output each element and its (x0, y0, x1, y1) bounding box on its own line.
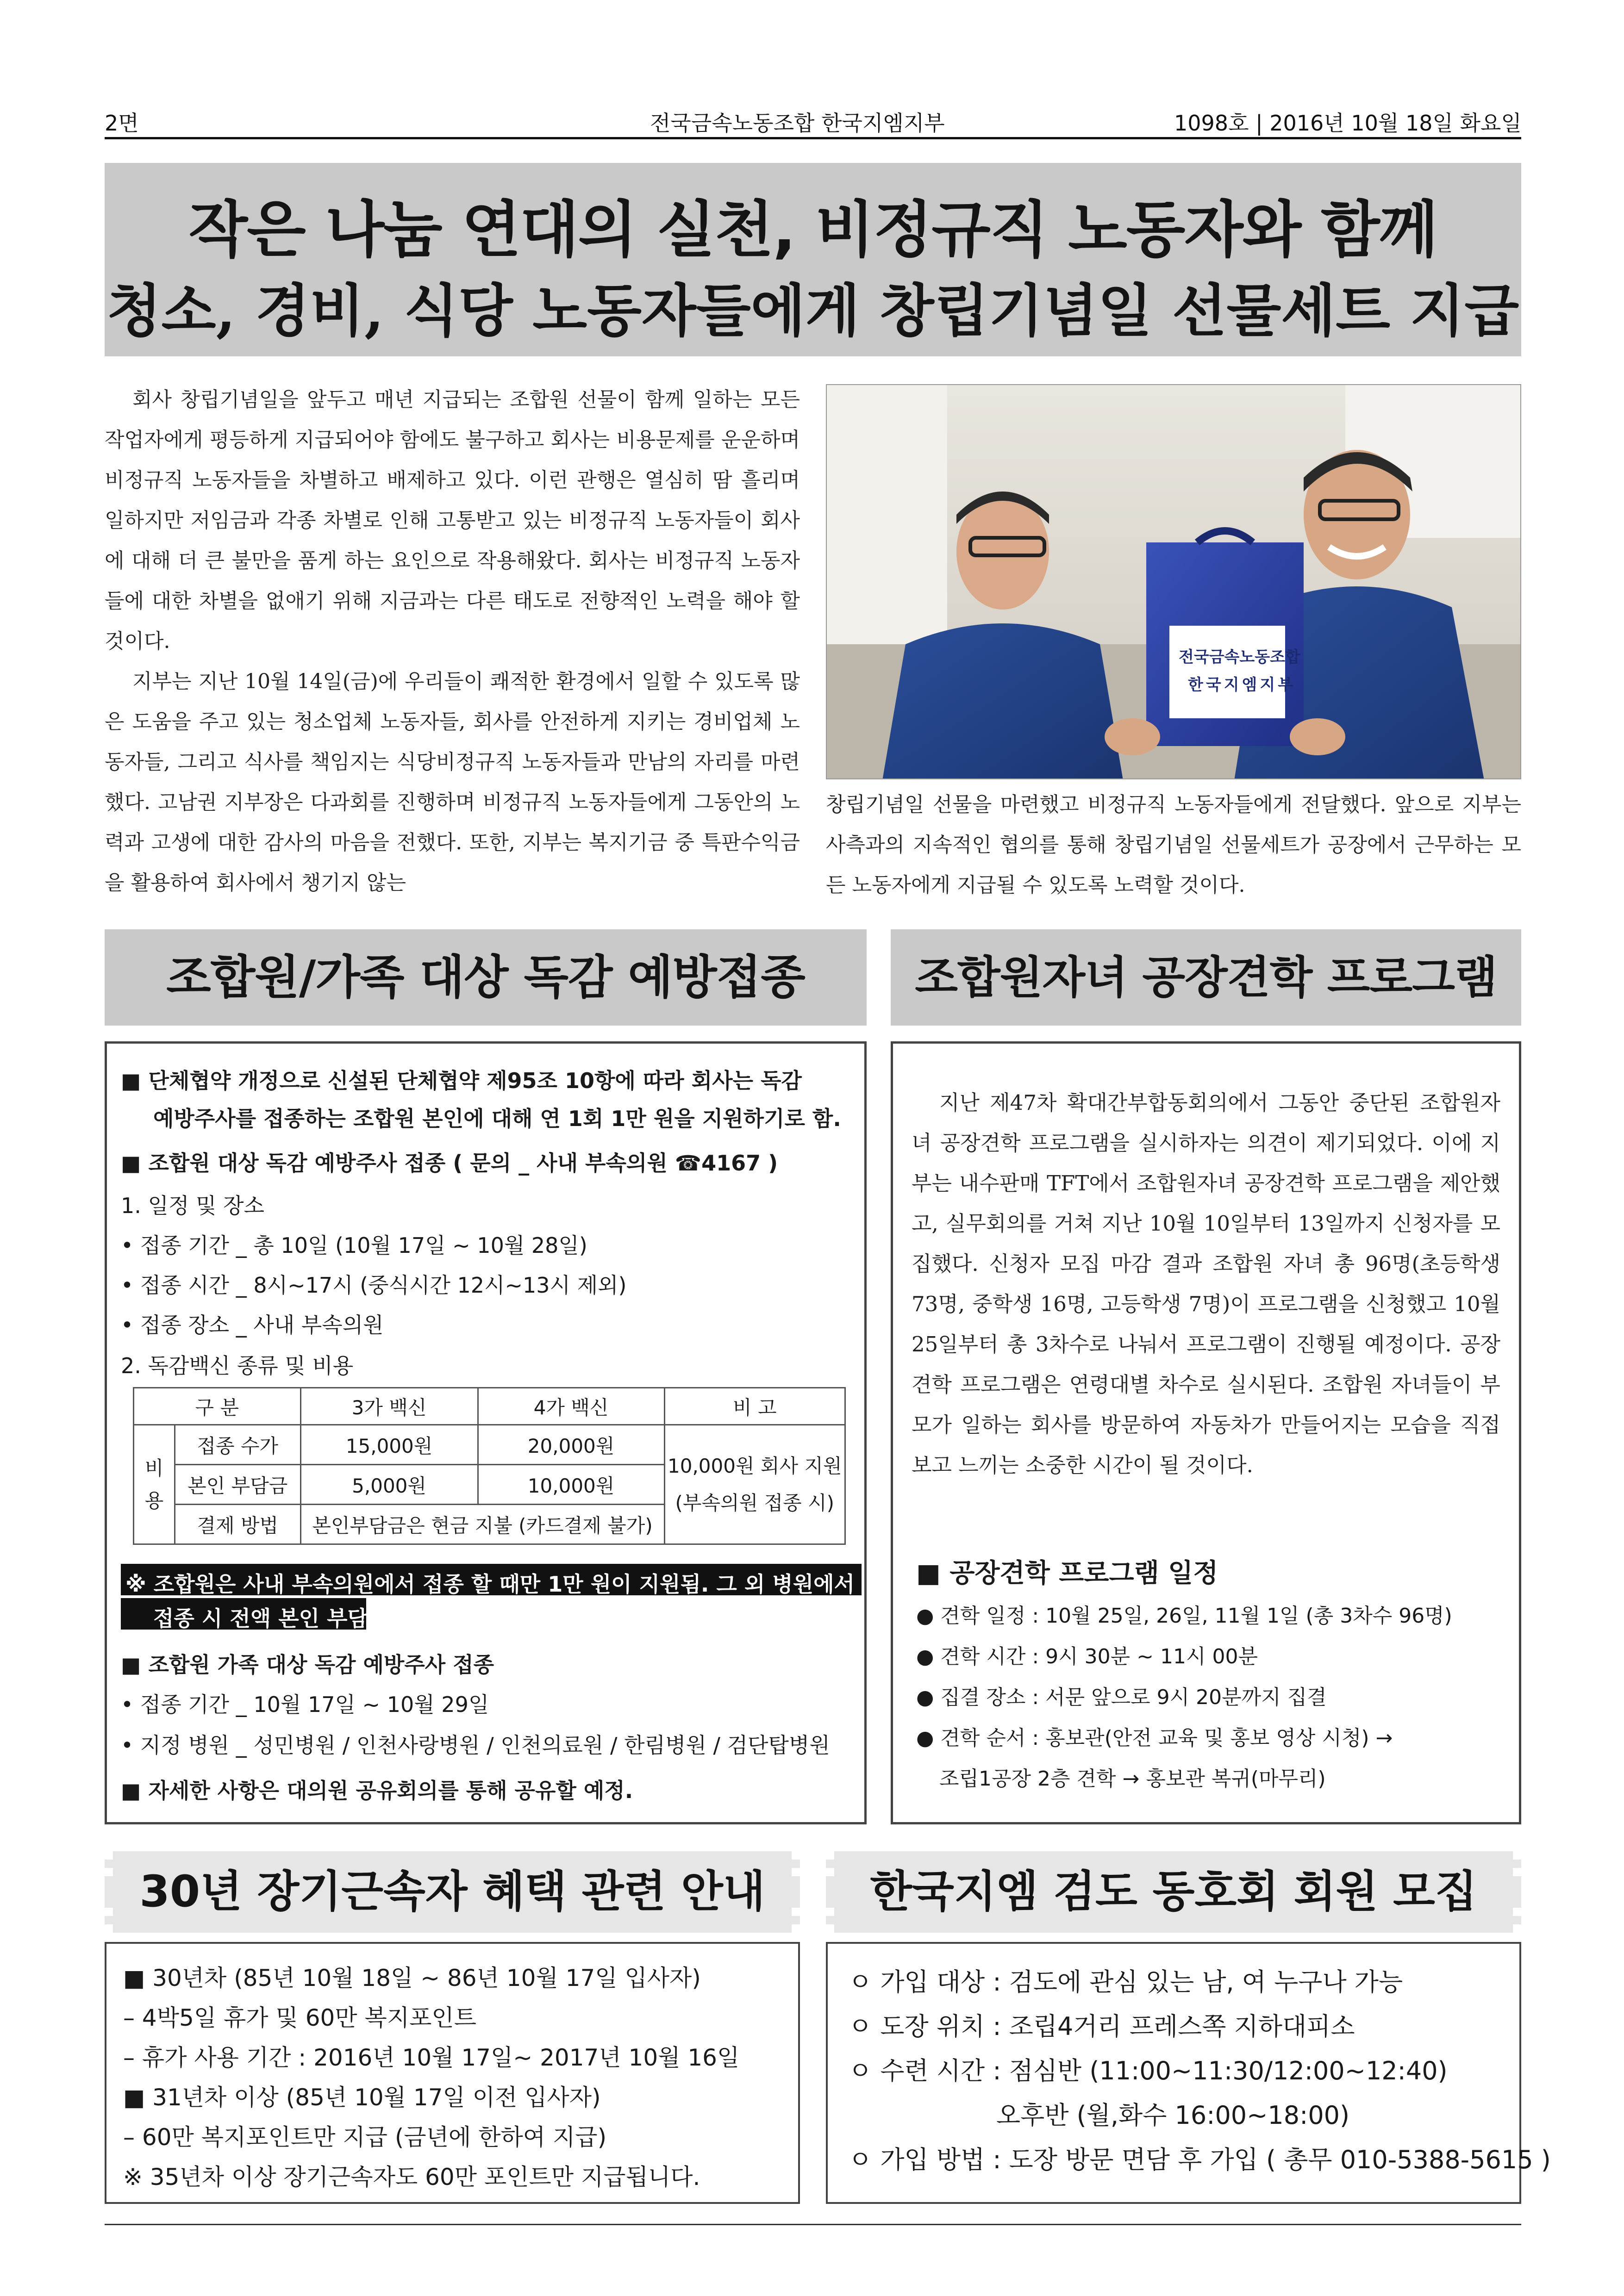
tour-article (912, 1083, 1500, 1545)
kendo-line: ㅇ 가입 방법 : 도장 방문 면담 후 가입 ( 총무 010-5388-5615 ) (848, 2145, 1551, 2174)
flu-time: • 접종 시간 _ 8시~17시 (중식시간 12시~13시 제외) (121, 1273, 627, 1298)
table-header-quadrivalent: 4가 백신 (478, 1388, 664, 1425)
kendo-line: ㅇ 수련 시간 : 점심반 (11:00~11:30/12:00~12:40) (848, 2056, 1448, 2085)
table-cell: 5,000원 (300, 1465, 478, 1505)
flu-schedule-heading: 1. 일정 및 장소 (121, 1193, 264, 1218)
section-title-kendo: 한국지엠 검도 동호회 회원 모집 (870, 1867, 1477, 1917)
longservice-line: ※ 35년차 이상 장기근속자도 60만 포인트만 지급됩니다. (123, 2164, 700, 2190)
footer-rule (105, 2224, 1521, 2225)
section-title-longservice: 30년 장기근속자 혜택 관련 안내 (139, 1867, 765, 1917)
tour-date: ● 견학 일정 : 10월 25일, 26일, 11월 1일 (총 3차수 96명) (916, 1604, 1452, 1628)
tour-schedule-heading: ■ 공장견학 프로그램 일정 (916, 1558, 1218, 1588)
kendo-box (826, 1942, 1551, 2204)
table-note-cell (664, 1425, 845, 1544)
tour-meeting-place: ● 집결 장소 : 서문 앞으로 9시 20분까지 집결 (916, 1686, 1327, 1709)
table-header-category: 구 분 (134, 1388, 301, 1425)
photo-illustration (827, 385, 1521, 779)
header-rule (105, 137, 1521, 139)
flu-intro-line: 예방주사를 접종하는 조합원 본인에 대해 연 1회 1만 원을 지원하기로 함. (153, 1106, 841, 1131)
kendo-line: ㅇ 도장 위치 : 조립4거리 프레스쪽 지하대피소 (848, 2012, 1355, 2041)
gift-box-label-2: 한국지엠지부 (1188, 676, 1296, 694)
flu-period: • 접종 기간 _ 총 10일 (10월 17일 ~ 10월 28일) (121, 1233, 587, 1258)
tour-paragraph: 지난 제47차 확대간부합동회의에서 그동안 중단된 조합원자녀 공장견학 프로그램을 실시하자는 의견이 제기되었다. 이에 지부는 내수판매 TFT에서 조합원자녀 공장견학 프로그램을 제안했고, 실무회의를 거쳐 지난 10월 10일부터 13일까지 신청자를 모집했다. 신청자 모집 마감 결과 조합원 자녀 총 96명(초등학생 73명, 중학생 16명, 고등학생 7명)이 프로그램을 신청했고 10월 25일부터 총 3차수로 나눠서 프로그램이 진행될 예정이다. 공장견학 프로그램은 연령대별 차수로 실시된다. 조합원 자녀들이 부모가 일하는 회사를 방문하여 자동차가 만들어지는 모습을 직접 보고 느끼는 소중한 시간이 될 것이다. (912, 1090, 1500, 1477)
page-number: 2면 (105, 111, 139, 136)
headline-sub: 청소, 경비, 식당 노동자들에게 창립기념일 선물세트 지급 (106, 277, 1519, 344)
section-title-flu: 조합원/가족 대상 독감 예방접종 (105, 929, 867, 1026)
table-cell: 본인부담금은 현금 지불 (카드결제 불가) (300, 1505, 664, 1544)
longservice-box (105, 1942, 800, 2204)
section-banner-kendo (826, 1851, 1521, 1933)
article-paragraph: 창립기념일 선물을 마련했고 비정규직 노동자들에게 전달했다. 앞으로 지부는 사측과의 지속적인 협의를 통해 창립기념일 선물세트가 공장에서 근무하는 모든 노동자에게 지급될 수 있도록 노력할 것이다. (826, 793, 1521, 897)
tour-time: ● 견학 시간 : 9시 30분 ~ 11시 00분 (916, 1645, 1258, 1668)
flu-member-heading: ■ 조합원 대상 독감 예방주사 접종 ( 문의 _ 사내 부속의원 ☎4167 ) (121, 1151, 778, 1176)
kendo-line: ㅇ 가입 대상 : 검도에 관심 있는 남, 여 누구나 가능 (848, 1967, 1403, 1997)
longservice-line: – 4박5일 휴가 및 60만 복지포인트 (123, 2004, 477, 2031)
longservice-line: ■ 30년차 (85년 10월 18일 ~ 86년 10월 17일 입사자) (123, 1965, 701, 1991)
article-nanum-left (105, 380, 800, 909)
warning-text: 접종 시 전액 본인 부담. (153, 1606, 376, 1631)
headline-main: 작은 나눔 연대의 실천, 비정규직 노동자와 함께 (188, 194, 1437, 266)
tour-order: ● 견학 순서 : 홍보관(안전 교육 및 홍보 영상 시청) → (916, 1726, 1393, 1750)
table-row-label: 결제 방법 (175, 1505, 301, 1544)
flu-family-hospitals: • 지정 병원 _ 성민병원 / 인천사랑병원 / 인천의료원 / 한림병원 / 검단탑병원 (121, 1733, 830, 1758)
article-paragraph: 회사 창립기념일을 앞두고 매년 지급되는 조합원 선물이 함께 일하는 모든 작업자에게 평등하게 지급되어야 함에도 불구하고 회사는 비용문제를 운운하며 비정규직 노동자들을 차별하고 배제하고 있다. 이런 관행은 열심히 땀 흘리며 일하지만 저임금과 각종 차별로 인해 고통받고 있는 비정규직 노동자들이 회사에 대해 더 큰 불만을 품게 하는 요인으로 작용해왔다. 회사는 비정규직 노동자들에 대한 차별을 없애기 위해 지금과는 다른 태도로 전향적인 노력을 해야 할 것이다. (105, 388, 800, 653)
flu-vaccine-heading: 2. 독감백신 종류 및 비용 (121, 1353, 354, 1378)
headline-banner (105, 163, 1521, 356)
table-row-label: 본인 부담금 (175, 1465, 301, 1505)
table-cost-label: 비용 (134, 1425, 175, 1544)
section-banner-longservice (105, 1851, 800, 1933)
table-header-trivalent: 3가 백신 (300, 1388, 478, 1425)
article-nanum-right (826, 784, 1521, 909)
longservice-line: – 휴가 사용 기간 : 2016년 10월 17일~ 2017년 10월 16일 (123, 2044, 740, 2071)
flu-family-heading: ■ 조합원 가족 대상 독감 예방주사 접종 (121, 1652, 494, 1677)
flu-intro-line: ■ 단체협약 개정으로 신설된 단체협약 제95조 10항에 따라 회사는 독감 (121, 1068, 802, 1093)
longservice-line: ■ 31년차 이상 (85년 10월 17일 이전 입사자) (123, 2084, 601, 2111)
vaccine-cost-table (133, 1387, 846, 1545)
article-photo (826, 384, 1521, 779)
flu-detail-note: ■ 자세한 사항은 대의원 공유회의를 통해 공유할 예정. (121, 1778, 633, 1803)
flu-family-period: • 접종 기간 _ 10월 17일 ~ 10월 29일 (121, 1692, 489, 1717)
tour-info-box (891, 1041, 1521, 1824)
gift-box-label-1: 전국금속노동조합 (1179, 648, 1300, 666)
table-cell: 15,000원 (300, 1425, 478, 1465)
table-cell: 20,000원 (478, 1425, 664, 1465)
section-title-tour: 조합원자녀 공장견학 프로그램 (891, 929, 1521, 1026)
table-header-note: 비 고 (664, 1388, 845, 1425)
longservice-line: – 60만 복지포인트만 지급 (금년에 한하여 지급) (123, 2124, 607, 2151)
tour-order: 조립1공장 2층 견학 → 홍보관 복귀(마무리) (939, 1767, 1326, 1791)
warning-text: ※ 조합원은 사내 부속의원에서 접종 할 때만 1만 원이 지원됨. 그 외 병원에서 (125, 1572, 855, 1597)
table-note-line: 10,000원 회사 지원 (668, 1454, 842, 1477)
issue-date: 1098호 | 2016년 10월 18일 화요일 (1174, 111, 1522, 136)
kendo-line: 오후반 (월,화수 16:00~18:00) (996, 2101, 1350, 2130)
flu-info-box (105, 1041, 867, 1824)
table-note-line: (부속의원 접종 시) (675, 1491, 835, 1514)
flu-place: • 접종 장소 _ 사내 부속의원 (121, 1313, 384, 1338)
publisher-name: 전국금속노동조합 한국지엠지부 (650, 111, 945, 136)
table-row-label: 접종 수가 (175, 1425, 301, 1465)
article-paragraph: 지부는 지난 10월 14일(금)에 우리들이 쾌적한 환경에서 일할 수 있도록 많은 도움을 주고 있는 청소업체 노동자들, 회사를 안전하게 지키는 경비업체 노동자들, 그리고 식사를 책임지는 식당비정규직 노동자들과 만남의 자리를 마련했다. 고남권 지부장은 다과회를 진행하며 비정규직 노동자들에게 그동안의 노력과 고생에 대한 감사의 마음을 전했다. 또한, 지부는 복지기금 중 특판수익금을 활용하여 회사에서 챙기지 않는 (105, 670, 800, 895)
table-cell: 10,000원 (478, 1465, 664, 1505)
